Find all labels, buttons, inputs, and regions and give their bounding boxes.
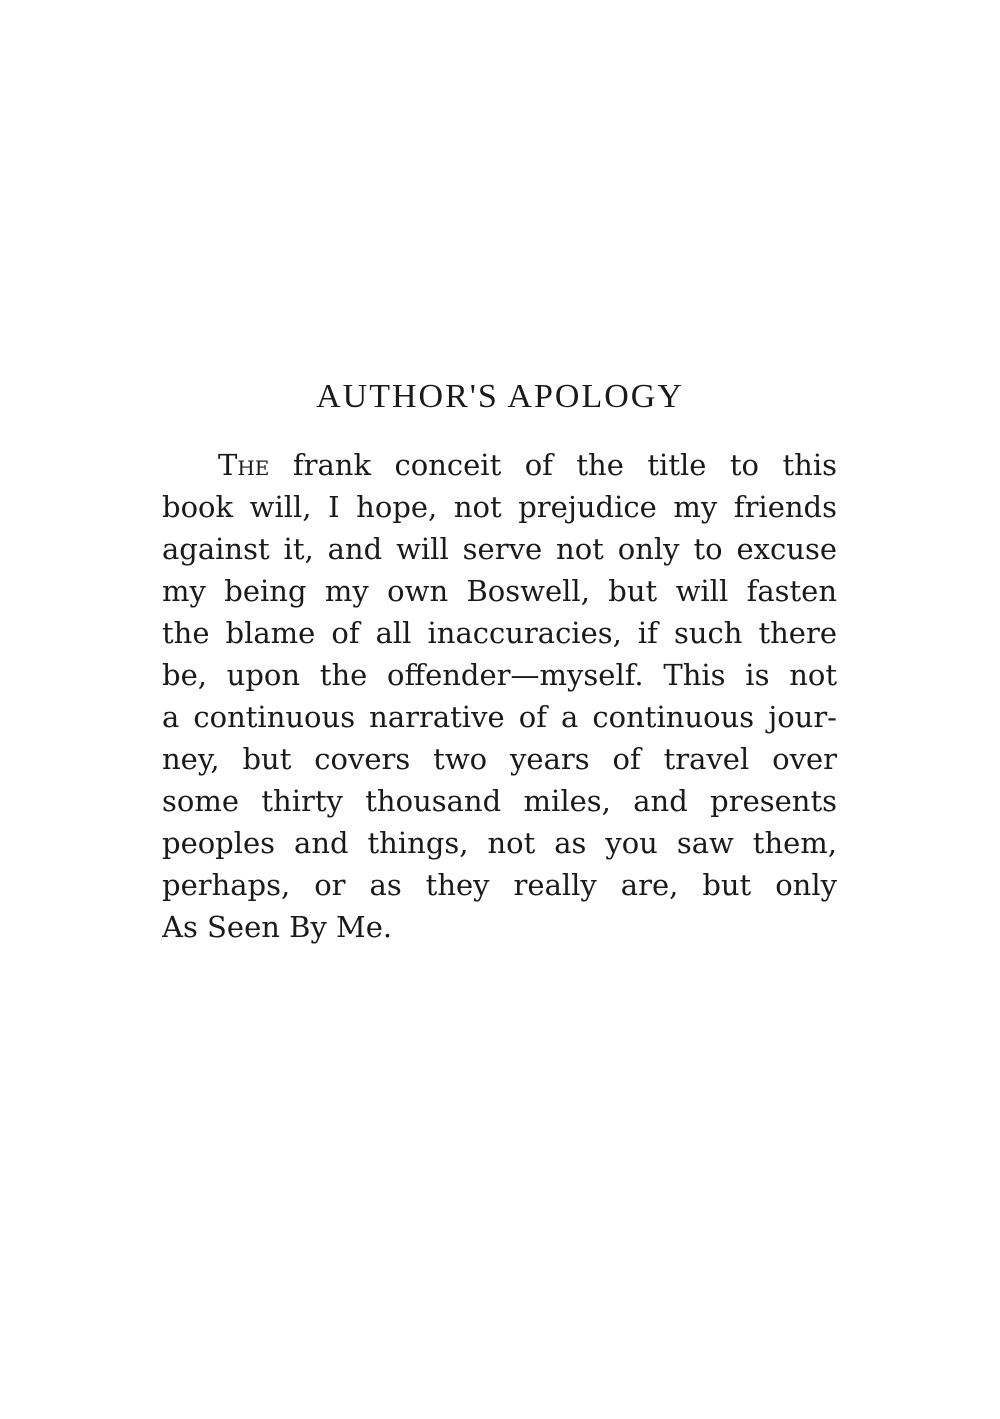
text-line-11: perhaps, or as they really are, but only [162,868,837,902]
text-line-7: a continuous narrative of a continuous jour- [162,700,837,734]
lead-word: The [218,448,270,482]
apology-paragraph [162,444,837,948]
text-line-4: my being my own Boswell, but will fasten [162,574,837,608]
page-title: AUTHOR'S APOLOGY [316,378,684,415]
text-line-5: the blame of all inaccuracies, if such there [162,616,837,650]
text-line-8: ney, but covers two years of travel over [162,742,837,776]
text-line-1: The frank conceit of the title to this [218,448,837,482]
text-line-12: As Seen By Me. [162,910,393,944]
text-line-9: some thirty thousand miles, and presents [162,784,837,818]
text-line-2: book will, I hope, not prejudice my friends [162,490,837,524]
text-line-10: peoples and things, not as you saw them, [162,826,837,860]
text-line-3: against it, and will serve not only to excuse [162,532,837,566]
text-line-6: be, upon the offender—myself. This is not [162,658,837,692]
